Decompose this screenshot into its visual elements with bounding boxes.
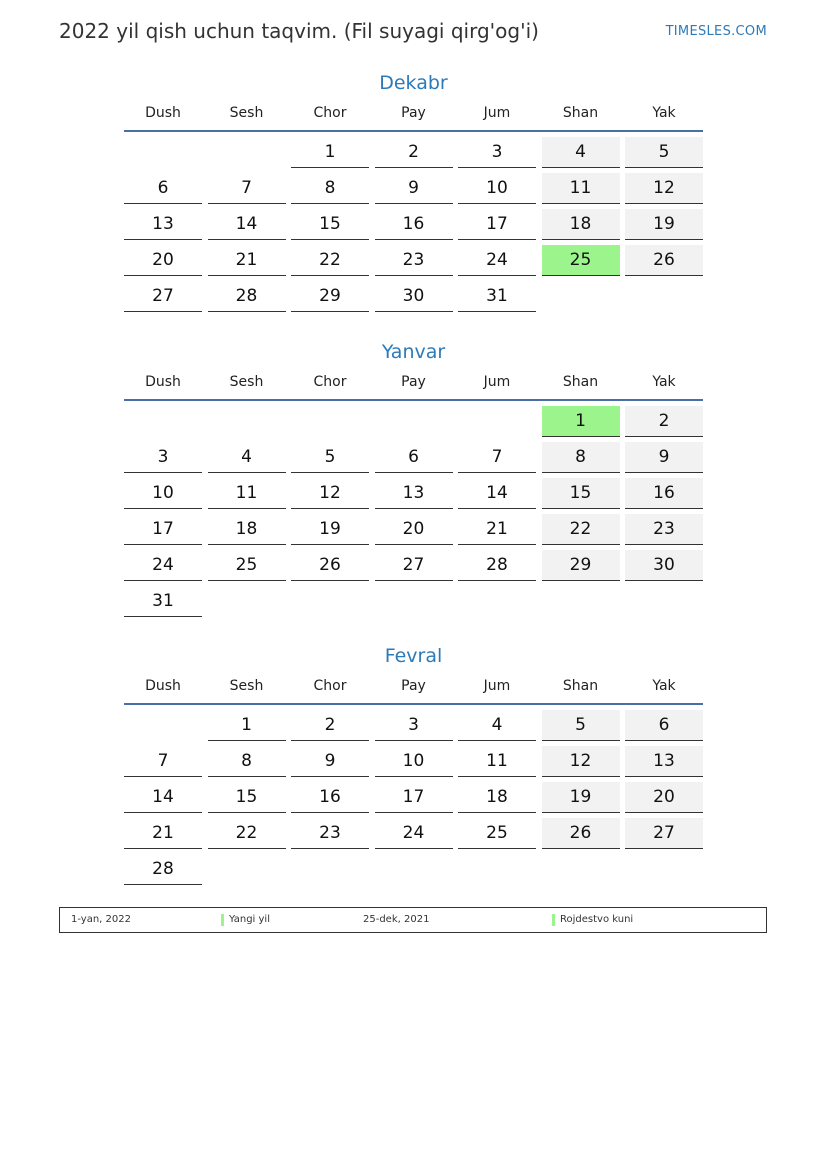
- month-dekabr: [124, 68, 703, 317]
- day-cell[interactable]: 29: [291, 281, 369, 312]
- day-cell[interactable]: 7: [124, 746, 202, 777]
- day-cell[interactable]: 4: [208, 442, 286, 473]
- empty-day-cell: [375, 854, 453, 885]
- empty-day-cell: [375, 406, 453, 437]
- empty-day-cell: [208, 406, 286, 437]
- week-row: [124, 209, 703, 240]
- day-cell[interactable]: 16: [625, 478, 703, 509]
- day-cell[interactable]: 7: [208, 173, 286, 204]
- legend-name-2: Rojdestvo kuni: [560, 914, 634, 925]
- weekday-label: Sesh: [229, 374, 264, 390]
- day-cell[interactable]: 10: [375, 746, 453, 777]
- weekday-label: Dush: [145, 105, 181, 121]
- week-row: [124, 137, 703, 168]
- day-cell[interactable]: 9: [291, 746, 369, 777]
- week-row: [124, 281, 703, 312]
- day-cell[interactable]: 18: [458, 782, 536, 813]
- day-cell[interactable]: 25: [208, 550, 286, 581]
- empty-day-cell: [542, 586, 620, 617]
- day-cell[interactable]: 20: [375, 514, 453, 545]
- day-cell[interactable]: 27: [625, 818, 703, 849]
- day-cell[interactable]: 15: [542, 478, 620, 509]
- day-cell[interactable]: 9: [625, 442, 703, 473]
- day-cell[interactable]: 21: [124, 818, 202, 849]
- day-cell[interactable]: 5: [542, 710, 620, 741]
- empty-day-cell: [542, 854, 620, 885]
- day-cell[interactable]: 26: [542, 818, 620, 849]
- month-title: Fevral: [384, 645, 443, 667]
- empty-day-cell: [291, 406, 369, 437]
- day-cell[interactable]: 13: [124, 209, 202, 240]
- week-row: [124, 746, 703, 777]
- weekday-label: Shan: [562, 105, 599, 121]
- day-cell[interactable]: 25: [458, 818, 536, 849]
- day-cell[interactable]: 23: [375, 245, 453, 276]
- day-cell[interactable]: 28: [458, 550, 536, 581]
- day-cell[interactable]: 22: [208, 818, 286, 849]
- empty-day-cell: [124, 406, 202, 437]
- legend-date-1: 1-yan, 2022: [71, 914, 131, 925]
- day-cell[interactable]: 12: [625, 173, 703, 204]
- weekday-header: [124, 102, 703, 132]
- week-row: [124, 514, 703, 545]
- month-title: Yanvar: [381, 341, 446, 363]
- day-cell[interactable]: 8: [291, 173, 369, 204]
- day-cell[interactable]: 22: [291, 245, 369, 276]
- weekday-label: Shan: [562, 374, 599, 390]
- weekday-label: Jum: [483, 105, 511, 121]
- day-cell[interactable]: 18: [542, 209, 620, 240]
- weekday-label: Sesh: [229, 105, 264, 121]
- day-cell[interactable]: 9: [375, 173, 453, 204]
- week-row: [124, 854, 703, 885]
- week-row: [124, 173, 703, 204]
- day-cell[interactable]: 27: [375, 550, 453, 581]
- day-cell[interactable]: 15: [291, 209, 369, 240]
- weekday-label: Yak: [652, 678, 676, 694]
- day-cell[interactable]: 19: [542, 782, 620, 813]
- week-row: [124, 550, 703, 581]
- week-row: [124, 782, 703, 813]
- empty-day-cell: [625, 586, 703, 617]
- month-title: Dekabr: [379, 72, 448, 94]
- weekday-label: Shan: [562, 678, 599, 694]
- weekday-label: Chor: [313, 105, 347, 121]
- empty-day-cell: [208, 586, 286, 617]
- day-cell[interactable]: 14: [208, 209, 286, 240]
- day-cell[interactable]: 3: [458, 137, 536, 168]
- weekday-label: Jum: [483, 678, 511, 694]
- empty-day-cell: [208, 854, 286, 885]
- day-cell[interactable]: 17: [124, 514, 202, 545]
- page-title: 2022 yil qish uchun taqvim. (Fil suyagi qirg'og'i): [59, 19, 539, 43]
- empty-day-cell: [625, 854, 703, 885]
- weekday-label: Pay: [401, 678, 426, 694]
- empty-day-cell: [124, 137, 202, 168]
- day-cell[interactable]: 26: [625, 245, 703, 276]
- day-cell[interactable]: 30: [625, 550, 703, 581]
- day-cell[interactable]: 23: [291, 818, 369, 849]
- day-cell[interactable]: 13: [625, 746, 703, 777]
- day-cell[interactable]: 14: [458, 478, 536, 509]
- day-cell[interactable]: 12: [291, 478, 369, 509]
- empty-day-cell: [625, 281, 703, 312]
- day-cell[interactable]: 20: [625, 782, 703, 813]
- day-cell[interactable]: 2: [291, 710, 369, 741]
- week-row: [124, 818, 703, 849]
- day-cell[interactable]: 24: [375, 818, 453, 849]
- day-cell[interactable]: 16: [375, 209, 453, 240]
- day-cell[interactable]: 17: [458, 209, 536, 240]
- day-cell[interactable]: 21: [208, 245, 286, 276]
- day-cell[interactable]: 11: [542, 173, 620, 204]
- day-cell[interactable]: 3: [375, 710, 453, 741]
- day-cell[interactable]: 28: [208, 281, 286, 312]
- day-cell[interactable]: 26: [291, 550, 369, 581]
- day-cell[interactable]: 24: [458, 245, 536, 276]
- day-cell[interactable]: 1: [291, 137, 369, 168]
- weekday-label: Yak: [652, 374, 676, 390]
- day-cell[interactable]: 11: [458, 746, 536, 777]
- day-cell[interactable]: 17: [375, 782, 453, 813]
- weekday-label: Sesh: [229, 678, 264, 694]
- empty-day-cell: [124, 710, 202, 741]
- empty-day-cell: [458, 854, 536, 885]
- day-cell[interactable]: 5: [291, 442, 369, 473]
- day-cell[interactable]: 21: [458, 514, 536, 545]
- day-cell[interactable]: 31: [458, 281, 536, 312]
- empty-day-cell: [291, 854, 369, 885]
- week-row: [124, 442, 703, 473]
- day-cell[interactable]: 2: [625, 406, 703, 437]
- weekday-header: [124, 371, 703, 401]
- weekday-label: Chor: [313, 678, 347, 694]
- empty-day-cell: [208, 137, 286, 168]
- day-cell[interactable]: 8: [208, 746, 286, 777]
- week-row: [124, 406, 703, 437]
- day-cell[interactable]: 29: [542, 550, 620, 581]
- empty-day-cell: [291, 586, 369, 617]
- legend-marker-2: [552, 914, 555, 926]
- day-cell[interactable]: 24: [124, 550, 202, 581]
- day-cell[interactable]: 16: [291, 782, 369, 813]
- week-row: [124, 586, 703, 617]
- day-cell[interactable]: 1: [208, 710, 286, 741]
- weekday-label: Jum: [483, 374, 511, 390]
- legend-marker-1: [221, 914, 224, 926]
- holiday-legend: [59, 907, 767, 933]
- empty-day-cell: [458, 586, 536, 617]
- day-cell[interactable]: 6: [124, 173, 202, 204]
- empty-day-cell: [542, 281, 620, 312]
- day-cell[interactable]: 3: [124, 442, 202, 473]
- legend-date-2: 25-dek, 2021: [363, 914, 430, 925]
- legend-name-1: Yangi yil: [229, 914, 270, 925]
- weekday-label: Pay: [401, 374, 426, 390]
- day-cell[interactable]: 18: [208, 514, 286, 545]
- month-yanvar: [124, 337, 703, 622]
- day-cell[interactable]: 1: [542, 406, 620, 437]
- day-cell[interactable]: 14: [124, 782, 202, 813]
- day-cell[interactable]: 27: [124, 281, 202, 312]
- day-cell[interactable]: 7: [458, 442, 536, 473]
- weekday-label: Chor: [313, 374, 347, 390]
- empty-day-cell: [458, 406, 536, 437]
- week-row: [124, 710, 703, 741]
- weekday-header: [124, 675, 703, 705]
- site-link[interactable]: TIMESLES.COM: [665, 24, 767, 39]
- day-cell[interactable]: 19: [625, 209, 703, 240]
- day-cell[interactable]: 20: [124, 245, 202, 276]
- day-cell[interactable]: 28: [124, 854, 202, 885]
- day-cell[interactable]: 12: [542, 746, 620, 777]
- weekday-label: Pay: [401, 105, 426, 121]
- day-cell[interactable]: 4: [458, 710, 536, 741]
- day-cell[interactable]: 19: [291, 514, 369, 545]
- day-cell[interactable]: 30: [375, 281, 453, 312]
- day-cell[interactable]: 10: [458, 173, 536, 204]
- day-cell[interactable]: 6: [625, 710, 703, 741]
- day-cell[interactable]: 31: [124, 586, 202, 617]
- day-cell[interactable]: 6: [375, 442, 453, 473]
- day-cell[interactable]: 22: [542, 514, 620, 545]
- empty-day-cell: [375, 586, 453, 617]
- day-cell[interactable]: 10: [124, 478, 202, 509]
- day-cell[interactable]: 15: [208, 782, 286, 813]
- day-cell[interactable]: 5: [625, 137, 703, 168]
- month-fevral: [124, 641, 703, 890]
- weekday-label: Dush: [145, 374, 181, 390]
- weekday-label: Dush: [145, 678, 181, 694]
- week-row: [124, 478, 703, 509]
- day-cell[interactable]: 25: [542, 245, 620, 276]
- day-cell[interactable]: 23: [625, 514, 703, 545]
- week-row: [124, 245, 703, 276]
- day-cell[interactable]: 11: [208, 478, 286, 509]
- day-cell[interactable]: 13: [375, 478, 453, 509]
- weekday-label: Yak: [652, 105, 676, 121]
- day-cell[interactable]: 2: [375, 137, 453, 168]
- day-cell[interactable]: 4: [542, 137, 620, 168]
- day-cell[interactable]: 8: [542, 442, 620, 473]
